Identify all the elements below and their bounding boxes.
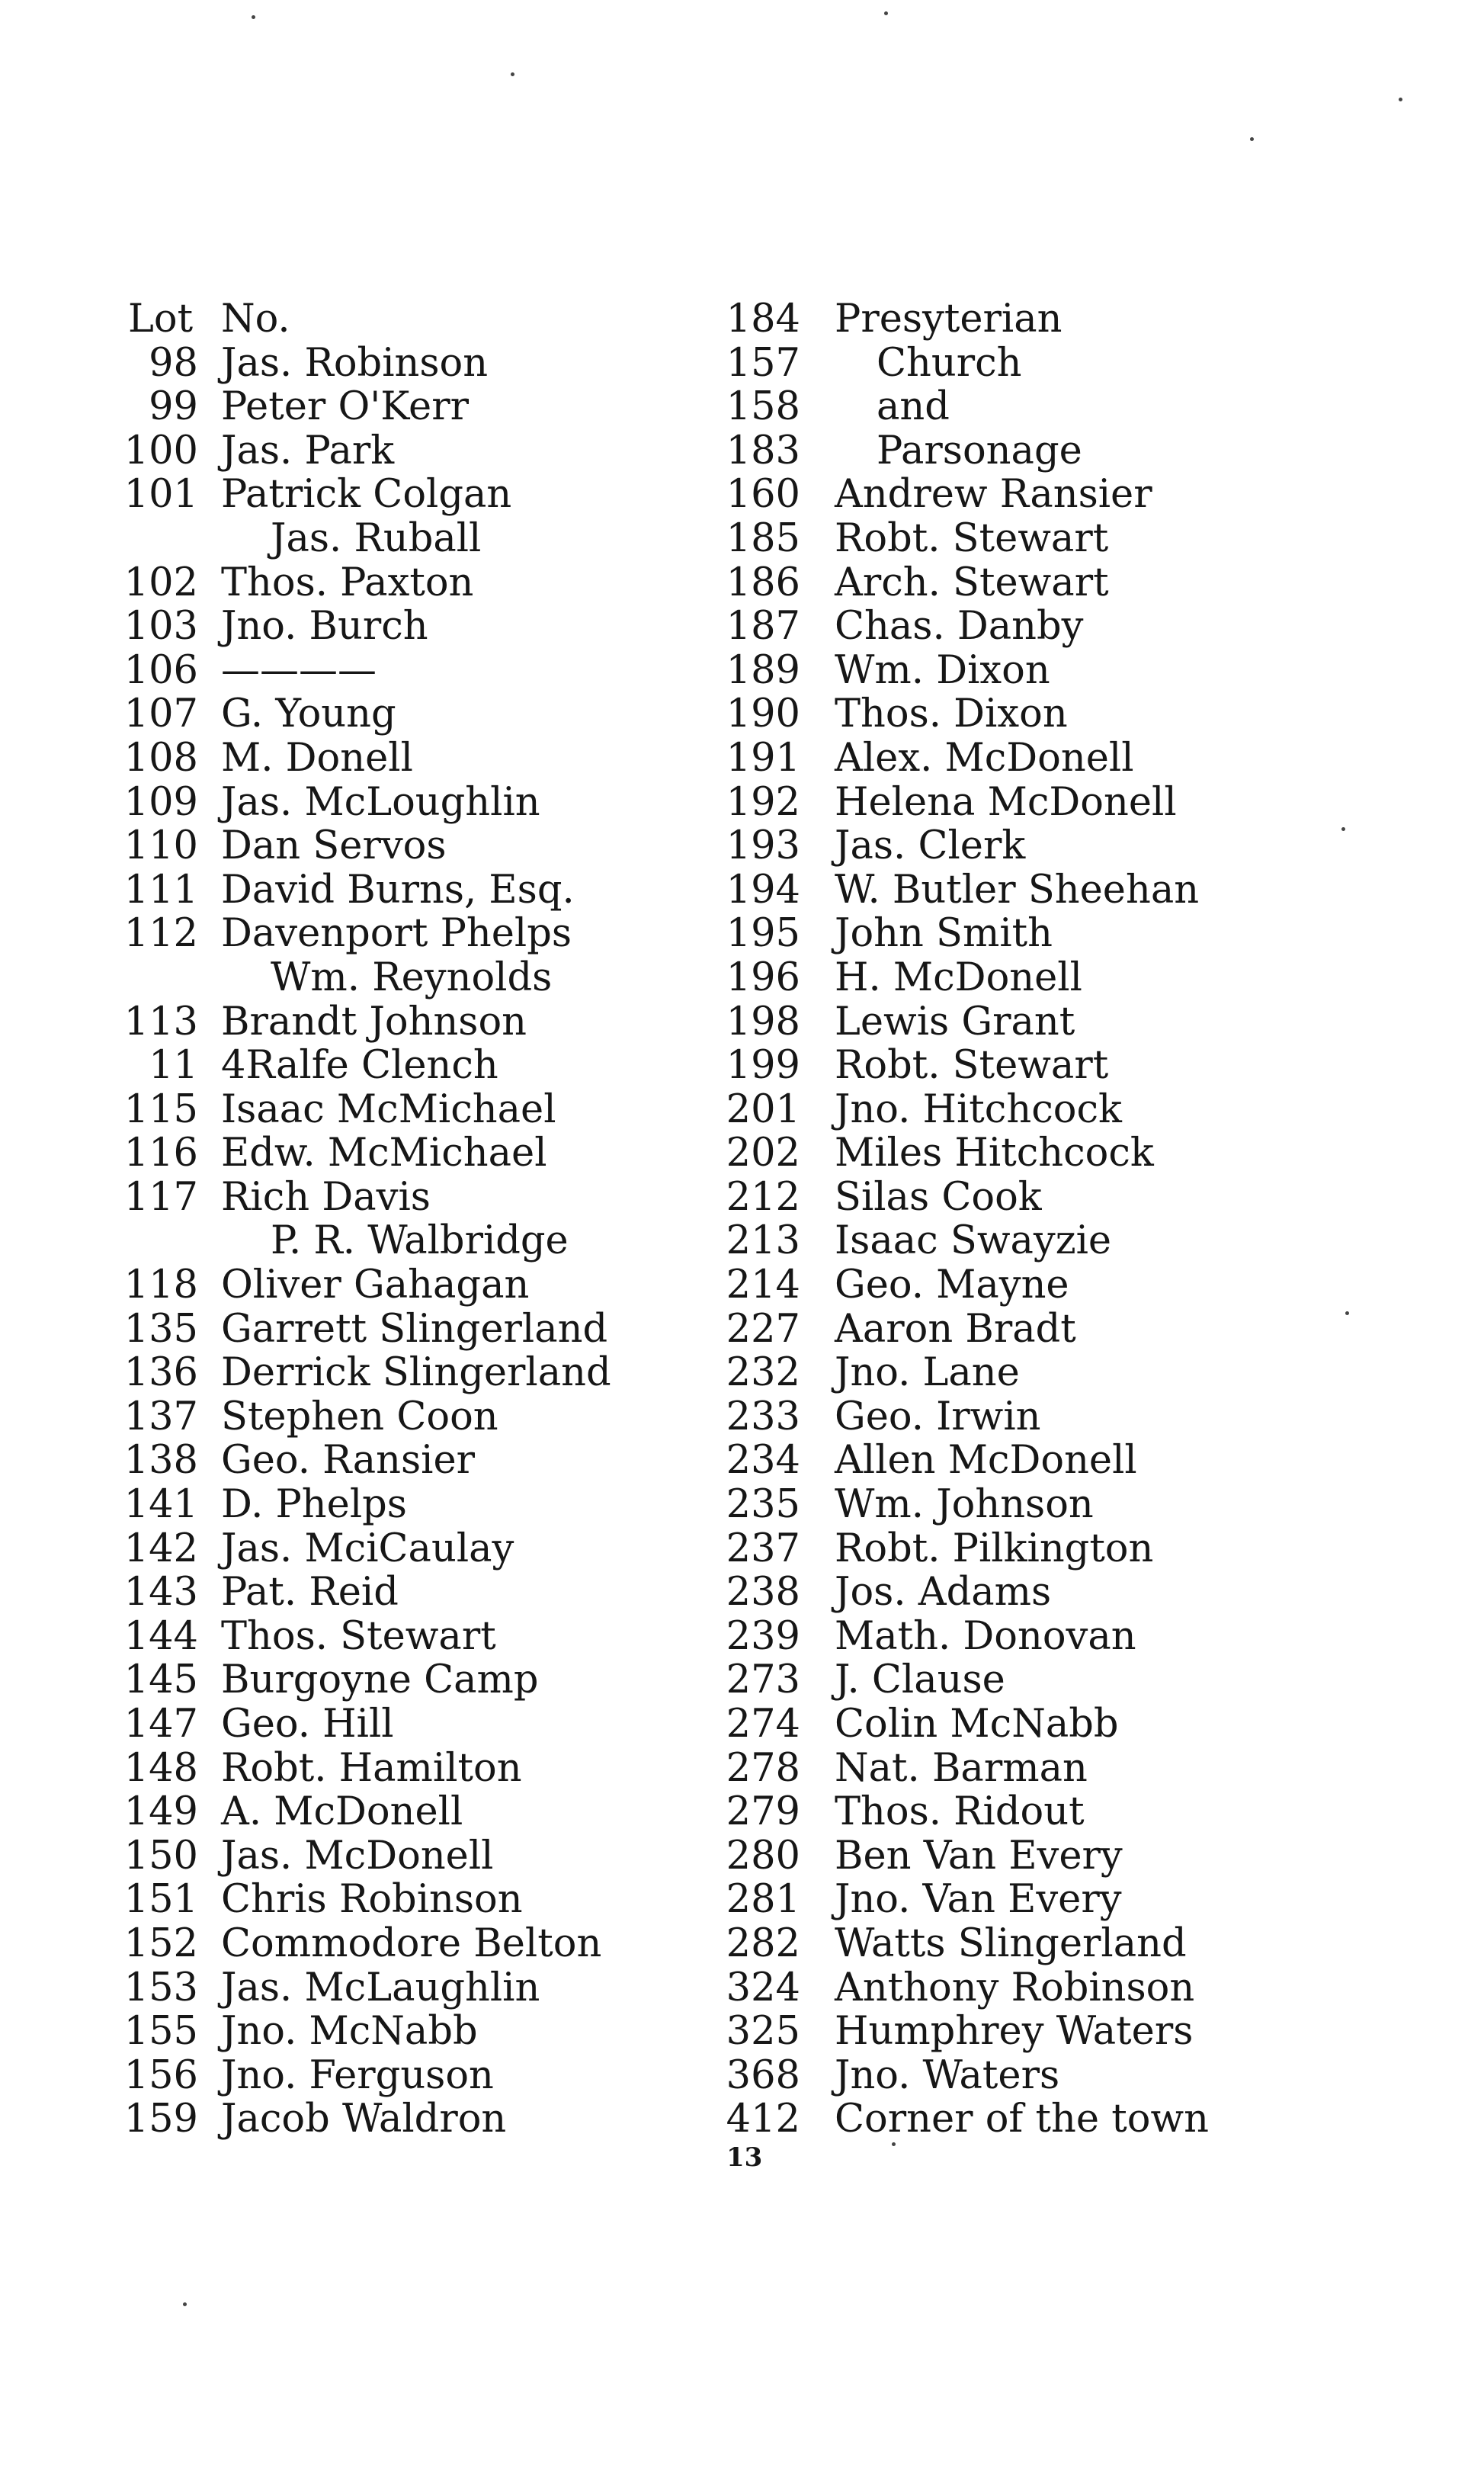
lot-number: 156 xyxy=(123,2052,198,2098)
lot-row xyxy=(686,1395,1265,1439)
right-lot-list xyxy=(686,297,1265,2142)
lot-row xyxy=(686,1790,1265,1834)
print-speck xyxy=(1345,1311,1349,1315)
lot-number: 324 xyxy=(726,1965,800,2010)
lot-holder-name: Jno. Ferguson xyxy=(221,2052,494,2098)
lot-holder-name: Commodore Belton xyxy=(221,1920,602,1966)
lot-number: 101 xyxy=(123,472,198,518)
lot-row xyxy=(114,1263,648,1307)
lot-row xyxy=(686,1966,1265,2010)
lot-number: 144 xyxy=(123,1613,198,1659)
lot-number: 136 xyxy=(123,1350,198,1396)
lot-number: 137 xyxy=(123,1394,198,1439)
lot-row xyxy=(686,1834,1265,1879)
lot-holder-name: Jas. Park xyxy=(221,428,395,473)
lot-number: 212 xyxy=(726,1174,800,1220)
lot-holder-name: Anthony Robinson xyxy=(835,1965,1195,2010)
lot-holder-name: ———— xyxy=(221,647,377,693)
lot-row xyxy=(114,1834,648,1879)
lot-row xyxy=(686,1351,1265,1395)
lot-holder-name: Wm. Dixon xyxy=(835,647,1050,693)
lot-number: 199 xyxy=(726,1043,800,1089)
lot-holder-name: Aaron Bradt xyxy=(835,1306,1076,1352)
lot-number: 142 xyxy=(123,1526,198,1571)
lot-row xyxy=(686,956,1265,1000)
lot-number: 234 xyxy=(726,1438,800,1484)
lot-holder-name: Thos. Ridout xyxy=(835,1789,1085,1835)
lot-number: 160 xyxy=(726,472,800,518)
lot-row xyxy=(686,1088,1265,1132)
lot-holder-name: Stephen Coon xyxy=(221,1394,498,1439)
lot-row xyxy=(686,473,1265,517)
lot-number: 235 xyxy=(726,1482,800,1528)
lot-number: 239 xyxy=(726,1613,800,1659)
lot-holder-name: Robt. Stewart xyxy=(835,515,1109,561)
lot-number: 158 xyxy=(726,384,800,430)
lot-number: 184 xyxy=(726,297,800,342)
print-speck xyxy=(183,2302,187,2306)
lot-number: 107 xyxy=(123,691,198,737)
lot-number: 213 xyxy=(726,1218,800,1264)
lot-row xyxy=(686,429,1265,473)
lot-holder-name: David Burns, Esq. xyxy=(221,867,575,913)
lot-number: 325 xyxy=(726,2009,800,2055)
lot-holder-name: Robt. Stewart xyxy=(835,1043,1109,1089)
lot-number: 198 xyxy=(726,999,800,1044)
lot-holder-name: Isaac Swayzie xyxy=(835,1218,1112,1264)
lot-holder-name: A. McDonell xyxy=(221,1789,463,1835)
lot-number: 227 xyxy=(726,1306,800,1352)
print-speck xyxy=(884,11,888,15)
no-header: No. xyxy=(221,297,290,342)
lot-row xyxy=(114,1571,648,1615)
lot-holder-name: Miles Hitchcock xyxy=(835,1131,1154,1176)
lot-row xyxy=(114,956,648,1000)
lot-holder-name: Jno. Lane xyxy=(835,1350,1020,1396)
lot-row xyxy=(114,1615,648,1659)
lot-holder-name: Jas. McLaughlin xyxy=(221,1965,540,2010)
lot-row xyxy=(686,1747,1265,1791)
lot-row xyxy=(114,649,648,693)
lot-holder-name: Geo. Mayne xyxy=(835,1263,1069,1308)
lot-holder-name: Jno. Burch xyxy=(221,604,428,650)
lot-row xyxy=(114,1219,648,1263)
lot-number: 233 xyxy=(726,1394,800,1439)
lot-row xyxy=(686,1439,1265,1483)
lot-holder-name: Jas. MciCaulay xyxy=(221,1526,514,1571)
lot-holder-name: Nat. Barman xyxy=(835,1745,1088,1791)
lot-holder-name: Thos. Paxton xyxy=(221,560,474,605)
lot-holder-name: Derrick Slingerland xyxy=(221,1350,611,1396)
lot-row xyxy=(114,605,648,649)
lot-number: 145 xyxy=(123,1657,198,1703)
lot-row xyxy=(686,342,1265,386)
lot-row xyxy=(686,1000,1265,1044)
column-header xyxy=(114,297,648,342)
lot-row xyxy=(114,1527,648,1571)
lot-row xyxy=(686,736,1265,781)
lot-number: 195 xyxy=(726,911,800,957)
lot-holder-name: Silas Cook xyxy=(835,1174,1042,1220)
lot-number: 11 xyxy=(149,1043,198,1089)
lot-holder-name: Jas. Ruball xyxy=(271,515,482,561)
lot-holder-name: W. Butler Sheehan xyxy=(835,867,1200,913)
lot-number: 237 xyxy=(726,1526,800,1571)
lot-row xyxy=(114,912,648,956)
page-number: 13 xyxy=(726,2142,763,2173)
lot-holder-name: Chris Robinson xyxy=(221,1877,523,1923)
lot-holder-name: Brandt Johnson xyxy=(221,999,527,1044)
lot-number: 106 xyxy=(123,647,198,693)
lot-row xyxy=(686,2010,1265,2054)
lot-holder-name: Humphrey Waters xyxy=(835,2009,1194,2055)
lot-row xyxy=(114,1483,648,1527)
lot-row xyxy=(114,1747,648,1791)
lot-holder-name: Jno. Hitchcock xyxy=(835,1086,1122,1132)
lot-holder-name: 4Ralfe Clench xyxy=(221,1043,498,1089)
lot-number: 108 xyxy=(123,735,198,781)
lot-number: 194 xyxy=(726,867,800,913)
lot-number: 149 xyxy=(123,1789,198,1835)
lot-holder-name: Geo. Irwin xyxy=(835,1394,1041,1439)
lot-number: 183 xyxy=(726,428,800,473)
lot-row xyxy=(686,2097,1265,2142)
lot-number: 100 xyxy=(123,428,198,473)
lot-number: 412 xyxy=(726,2097,800,2142)
lot-holder-name: G. Young xyxy=(221,691,396,737)
lot-row xyxy=(114,1088,648,1132)
lot-number: 109 xyxy=(123,779,198,825)
lot-holder-name: Andrew Ransier xyxy=(835,472,1152,518)
lot-row xyxy=(686,2054,1265,2098)
lot-row xyxy=(114,2097,648,2142)
lot-holder-name: Isaac McMichael xyxy=(221,1086,556,1132)
lot-number: 153 xyxy=(123,1965,198,2010)
lot-holder-name: Robt. Hamilton xyxy=(221,1745,522,1791)
lot-holder-name: Colin McNabb xyxy=(835,1702,1119,1747)
lot-holder-name: Jas. Clerk xyxy=(835,823,1026,869)
lot-holder-name: Wm. Reynolds xyxy=(271,955,553,1000)
lot-row xyxy=(114,1131,648,1176)
lot-row xyxy=(114,1790,648,1834)
lot-row xyxy=(114,1395,648,1439)
lot-holder-name: H. McDonell xyxy=(835,955,1082,1000)
lot-holder-name: Jas. Robinson xyxy=(221,340,489,386)
lot-number: 147 xyxy=(123,1702,198,1747)
lot-row xyxy=(114,1922,648,1966)
lot-row xyxy=(114,781,648,825)
lot-holder-name: J. Clause xyxy=(835,1657,1005,1703)
lot-number: 155 xyxy=(123,2009,198,2055)
lot-holder-name: Watts Slingerland xyxy=(835,1920,1187,1966)
lot-holder-name: Patrick Colgan xyxy=(221,472,512,518)
lot-holder-name: Jas. McDonell xyxy=(221,1833,494,1879)
lot-row xyxy=(686,1044,1265,1088)
lot-holder-name: and xyxy=(877,384,950,430)
lot-holder-name: Jno. McNabb xyxy=(221,2009,478,2055)
lot-number: 148 xyxy=(123,1745,198,1791)
lot-number: 214 xyxy=(726,1263,800,1308)
lot-number: 232 xyxy=(726,1350,800,1396)
lot-number: 190 xyxy=(726,691,800,737)
lot-number: 187 xyxy=(726,604,800,650)
right-column xyxy=(686,297,1265,2142)
print-speck xyxy=(511,72,514,76)
lot-holder-name: Pat. Reid xyxy=(221,1570,399,1616)
lot-holder-name: Jacob Waldron xyxy=(221,2097,507,2142)
lot-holder-name: Ben Van Every xyxy=(835,1833,1123,1879)
lot-number: 189 xyxy=(726,647,800,693)
lot-number: 191 xyxy=(726,735,800,781)
lot-holder-name: Peter O'Kerr xyxy=(221,384,469,430)
lot-header: Lot xyxy=(128,297,194,342)
lot-row xyxy=(114,1044,648,1088)
lot-holder-name: John Smith xyxy=(835,911,1053,957)
lot-number: 135 xyxy=(123,1306,198,1352)
lot-row xyxy=(114,473,648,517)
lot-number: 186 xyxy=(726,560,800,605)
lot-row xyxy=(686,385,1265,429)
lot-number: 202 xyxy=(726,1131,800,1176)
lot-holder-name: M. Donell xyxy=(221,735,413,781)
lot-row xyxy=(114,1439,648,1483)
lot-holder-name: Arch. Stewart xyxy=(835,560,1109,605)
lot-number: 279 xyxy=(726,1789,800,1835)
lot-holder-name: Robt. Pilkington xyxy=(835,1526,1154,1571)
lot-number: 141 xyxy=(123,1482,198,1528)
lot-number: 99 xyxy=(149,384,198,430)
lot-holder-name: P. R. Walbridge xyxy=(271,1218,569,1264)
lot-row xyxy=(686,1483,1265,1527)
lot-row xyxy=(686,561,1265,605)
lot-holder-name: Church xyxy=(877,340,1022,386)
lot-number: 118 xyxy=(123,1263,198,1308)
lot-row xyxy=(114,692,648,736)
lot-row xyxy=(114,868,648,913)
lot-row xyxy=(114,429,648,473)
lot-number: 201 xyxy=(726,1086,800,1132)
lot-holder-name: Presyterian xyxy=(835,297,1063,342)
lot-holder-name: Edw. McMichael xyxy=(221,1131,547,1176)
lot-number: 112 xyxy=(123,911,198,957)
lot-row xyxy=(114,517,648,561)
lot-number: 274 xyxy=(726,1702,800,1747)
lot-holder-name: Geo. Ransier xyxy=(221,1438,476,1484)
lot-row xyxy=(686,1922,1265,1966)
lot-number: 143 xyxy=(123,1570,198,1616)
lot-row xyxy=(114,1176,648,1220)
lot-number: 282 xyxy=(726,1920,800,1966)
lot-number: 280 xyxy=(726,1833,800,1879)
lot-number: 278 xyxy=(726,1745,800,1791)
lot-row xyxy=(114,1702,648,1747)
lot-row xyxy=(686,1615,1265,1659)
print-speck xyxy=(1399,98,1402,101)
lot-holder-name: Jno. Van Every xyxy=(835,1877,1122,1923)
lot-holder-name: Davenport Phelps xyxy=(221,911,572,957)
lot-number: 151 xyxy=(123,1877,198,1923)
lot-number: 368 xyxy=(726,2052,800,2098)
lot-holder-name: Lewis Grant xyxy=(835,999,1075,1044)
lot-row xyxy=(114,342,648,386)
lot-row xyxy=(686,1263,1265,1307)
lot-row xyxy=(686,868,1265,913)
lot-row xyxy=(114,2054,648,2098)
print-speck xyxy=(1341,827,1345,831)
lot-row xyxy=(114,824,648,868)
lot-row xyxy=(114,1878,648,1922)
lot-row xyxy=(686,1131,1265,1176)
lot-row xyxy=(114,1966,648,2010)
lot-number: 103 xyxy=(123,604,198,650)
lot-number: 115 xyxy=(123,1086,198,1132)
lot-number: 111 xyxy=(123,867,198,913)
lot-row xyxy=(114,2010,648,2054)
lot-number: 193 xyxy=(726,823,800,869)
lot-number: 273 xyxy=(726,1657,800,1703)
print-speck xyxy=(252,15,255,19)
left-column xyxy=(114,297,648,2142)
lot-number: 150 xyxy=(123,1833,198,1879)
lot-holder-name: D. Phelps xyxy=(221,1482,407,1528)
left-lot-list xyxy=(114,342,648,2142)
lot-holder-name: Wm. Johnson xyxy=(835,1482,1094,1528)
lot-number: 157 xyxy=(726,340,800,386)
lot-holder-name: Corner of the town xyxy=(835,2097,1209,2142)
lot-number: 116 xyxy=(123,1131,198,1176)
lot-row xyxy=(686,1878,1265,1922)
lot-number: 102 xyxy=(123,560,198,605)
lot-row xyxy=(686,692,1265,736)
lot-number: 138 xyxy=(123,1438,198,1484)
lot-holder-name: Rich Davis xyxy=(221,1174,431,1220)
lot-holder-name: Oliver Gahagan xyxy=(221,1263,530,1308)
lot-row xyxy=(114,561,648,605)
lot-holder-name: Parsonage xyxy=(877,428,1082,473)
print-speck xyxy=(892,2142,896,2146)
lot-holder-name: Jos. Adams xyxy=(835,1570,1052,1616)
lot-row xyxy=(114,1351,648,1395)
lot-row xyxy=(686,912,1265,956)
lot-row xyxy=(114,1000,648,1044)
lot-number: 113 xyxy=(123,999,198,1044)
lot-number: 185 xyxy=(726,515,800,561)
lot-number: 152 xyxy=(123,1920,198,1966)
lot-row xyxy=(114,1658,648,1702)
lot-holder-name: Garrett Slingerland xyxy=(221,1306,608,1352)
lot-row xyxy=(686,824,1265,868)
lot-holder-name: Jno. Waters xyxy=(835,2052,1060,2098)
lot-row xyxy=(686,1702,1265,1747)
lot-holder-name: Thos. Stewart xyxy=(221,1613,496,1659)
lot-row xyxy=(686,1176,1265,1220)
lot-holder-name: Helena McDonell xyxy=(835,779,1177,825)
lot-row xyxy=(686,649,1265,693)
lot-row xyxy=(686,605,1265,649)
lot-holder-name: Math. Donovan xyxy=(835,1613,1136,1659)
lot-row xyxy=(114,385,648,429)
lot-number: 192 xyxy=(726,779,800,825)
lot-holder-name: Allen McDonell xyxy=(835,1438,1137,1484)
lot-number: 110 xyxy=(123,823,198,869)
lot-row xyxy=(686,1307,1265,1352)
lot-row xyxy=(686,297,1265,342)
lot-number: 238 xyxy=(726,1570,800,1616)
lot-holder-name: Geo. Hill xyxy=(221,1702,394,1747)
lot-number: 281 xyxy=(726,1877,800,1923)
lot-row xyxy=(114,1307,648,1352)
lot-row xyxy=(686,1658,1265,1702)
lot-holder-name: Dan Servos xyxy=(221,823,447,869)
lot-holder-name: Jas. McLoughlin xyxy=(221,779,540,825)
lot-number: 159 xyxy=(123,2097,198,2142)
lot-row xyxy=(114,736,648,781)
lot-holder-name: Alex. McDonell xyxy=(835,735,1134,781)
lot-row xyxy=(686,781,1265,825)
lot-row xyxy=(686,1219,1265,1263)
lot-row xyxy=(686,517,1265,561)
lot-number: 196 xyxy=(726,955,800,1000)
lot-holder-name: Burgoyne Camp xyxy=(221,1657,539,1703)
lot-number: 98 xyxy=(149,340,198,386)
lot-holder-name: Chas. Danby xyxy=(835,604,1084,650)
lot-holder-name: Thos. Dixon xyxy=(835,691,1068,737)
lot-number: 117 xyxy=(123,1174,198,1220)
print-speck xyxy=(1250,137,1254,141)
lot-row xyxy=(686,1571,1265,1615)
lot-row xyxy=(686,1527,1265,1571)
